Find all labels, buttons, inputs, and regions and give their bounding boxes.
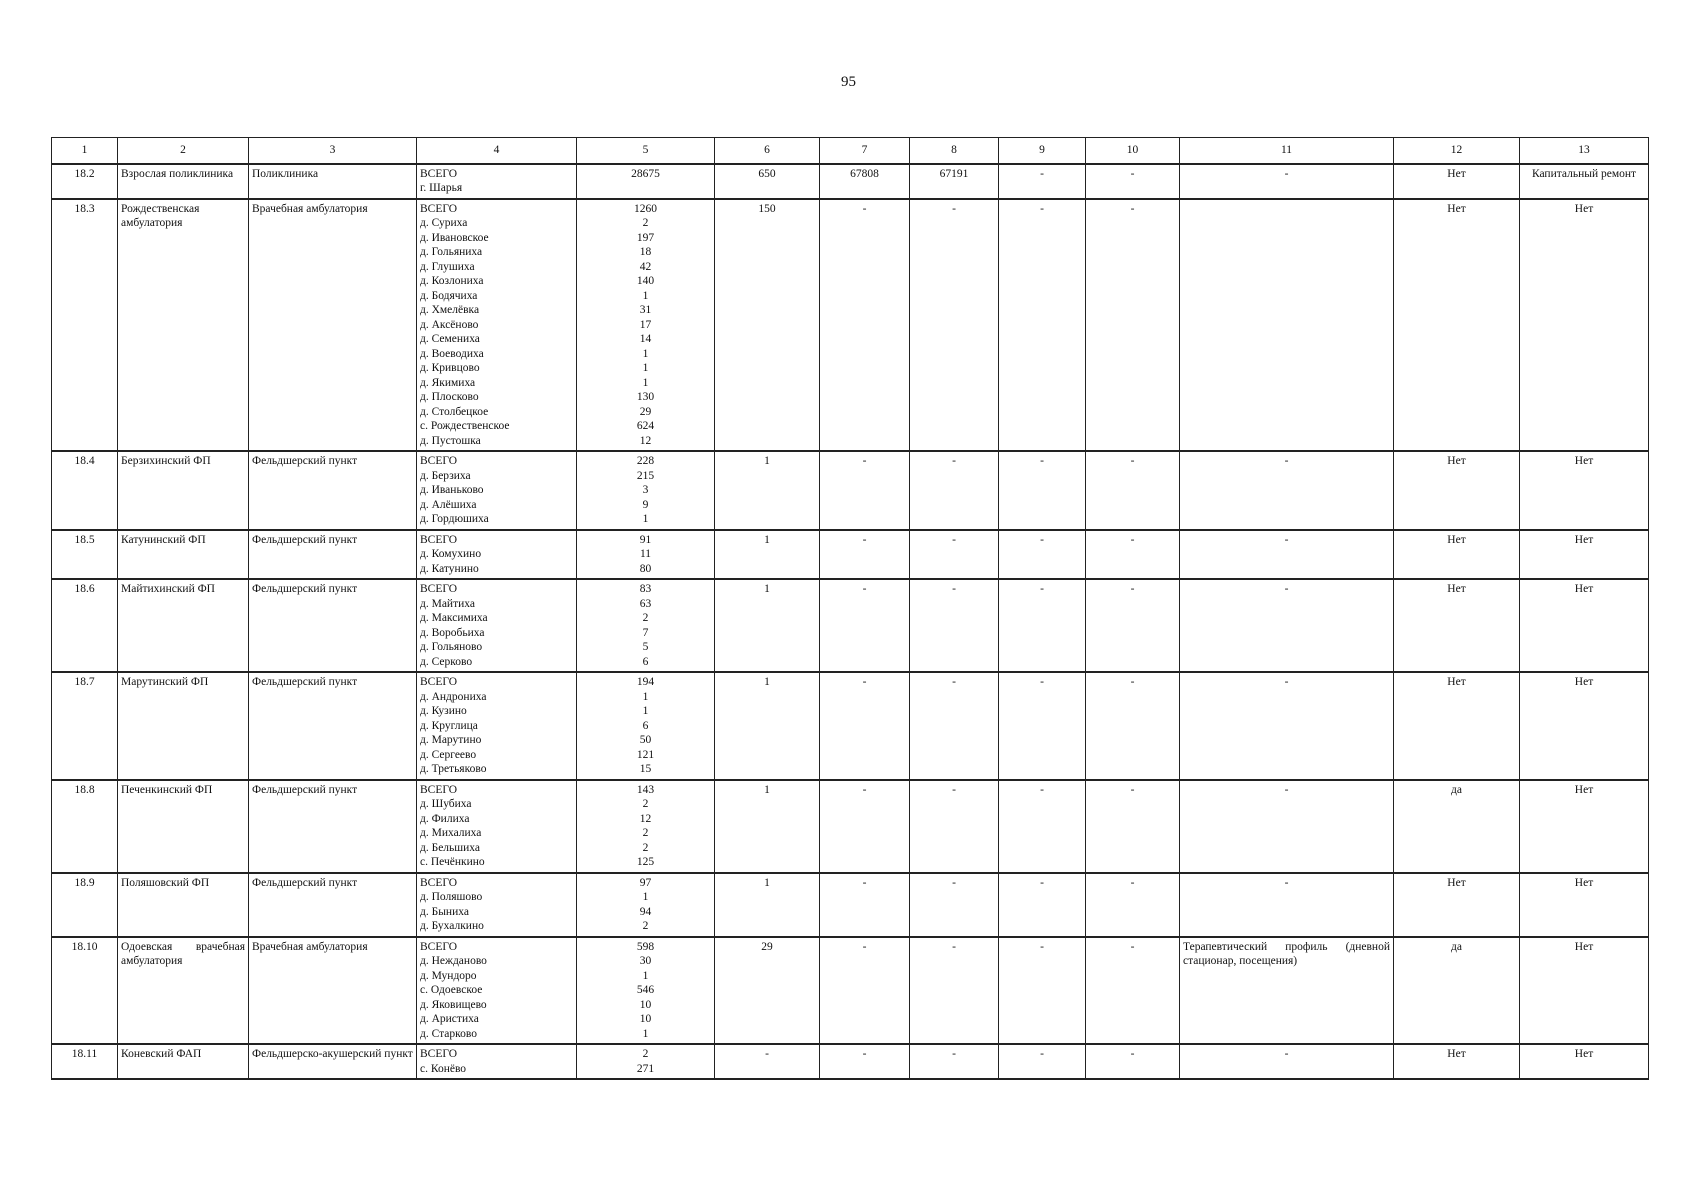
- column-10-value: -: [1086, 873, 1180, 937]
- column-11-value: -: [1180, 1044, 1394, 1079]
- column-header-5: 5: [577, 138, 715, 164]
- population-list-line: 215: [636, 469, 655, 482]
- column-12-value: Нет: [1394, 672, 1520, 780]
- settlement-list-line: д. Круглица: [420, 719, 478, 732]
- column-12-value: Нет: [1394, 199, 1520, 452]
- column-13-value: Нет: [1520, 530, 1649, 580]
- population-list-line: 91: [639, 533, 652, 546]
- population-list-line: 1: [642, 362, 649, 374]
- facility-type: Фельдшерский пункт: [249, 780, 417, 873]
- population-list-line: 12: [639, 434, 652, 447]
- settlement-list-line: д. Алёшиха: [420, 498, 477, 511]
- settlement-list-line: г. Шарья: [420, 182, 463, 194]
- column-11-value: [1180, 199, 1394, 452]
- column-header-3: 3: [249, 138, 417, 164]
- settlement-list-line: д. Бодячиха: [420, 289, 478, 302]
- settlement-list: [417, 672, 577, 780]
- column-6-value: 1: [715, 873, 820, 937]
- settlement-list-line: д. Марутино: [420, 734, 482, 746]
- column-9-value: -: [999, 530, 1086, 580]
- population-list-line: 63: [639, 597, 652, 610]
- population-list-line: 546: [636, 984, 655, 996]
- row-number: 18.5: [52, 530, 118, 580]
- row-number: 18.3: [52, 199, 118, 452]
- table-row: [52, 530, 1649, 580]
- population-list-line: 31: [639, 304, 652, 316]
- population-list-line: 271: [636, 1062, 655, 1075]
- population-list-line: 1260: [634, 202, 657, 215]
- settlement-list-line: д. Воеводиха: [420, 347, 484, 360]
- column-10-value: -: [1086, 579, 1180, 672]
- column-13-value: Капитальный ремонт: [1520, 164, 1649, 199]
- column-13-value: Нет: [1520, 199, 1649, 452]
- column-10-value: -: [1086, 780, 1180, 873]
- settlement-list-line: ВСЕГО: [420, 455, 458, 467]
- settlement-list-line: д. Козлониха: [420, 275, 484, 287]
- table-header: [52, 138, 1649, 164]
- settlement-list-line: д. Гольяниха: [420, 246, 483, 258]
- population-list-line: 50: [639, 734, 652, 746]
- settlement-list-line: д. Михалиха: [420, 827, 482, 839]
- column-8-value: -: [910, 937, 999, 1045]
- column-9-value: -: [999, 937, 1086, 1045]
- settlement-list-line: с. Печёнкино: [420, 856, 485, 868]
- settlement-list-line: д. Максимиха: [420, 612, 488, 624]
- column-6-value: 1: [715, 579, 820, 672]
- column-9-value: -: [999, 672, 1086, 780]
- population-list-line: 121: [636, 748, 655, 761]
- column-header-4: 4: [417, 138, 577, 164]
- population-list-line: 228: [636, 455, 655, 467]
- population-list-line: 1: [642, 969, 649, 982]
- facility-name: Взрослая поликлиника: [118, 164, 249, 199]
- column-header-1: 1: [52, 138, 118, 164]
- settlement-list-line: д. Катунино: [420, 562, 479, 575]
- population-list-line: 42: [639, 260, 652, 273]
- column-8-value: -: [910, 873, 999, 937]
- column-8-value: 67191: [910, 164, 999, 199]
- column-8-value: -: [910, 530, 999, 580]
- column-9-value: -: [999, 199, 1086, 452]
- column-6-value: 650: [715, 164, 820, 199]
- column-11-value: -: [1180, 579, 1394, 672]
- settlement-list-line: д. Аксёново: [420, 318, 479, 331]
- column-13-value: Нет: [1520, 873, 1649, 937]
- column-13-value: Нет: [1520, 937, 1649, 1045]
- table-row: [52, 579, 1649, 672]
- population-list-line: 11: [639, 548, 652, 560]
- settlement-list-line: д. Плосково: [420, 391, 479, 403]
- settlement-list-line: д. Гольяново: [420, 641, 483, 653]
- column-7-value: 67808: [820, 164, 910, 199]
- population-list-line: 2: [642, 1048, 649, 1060]
- settlement-list-line: д. Якимиха: [420, 376, 476, 389]
- column-12-value: Нет: [1394, 451, 1520, 530]
- column-11-value: -: [1180, 672, 1394, 780]
- column-12-value: Нет: [1394, 579, 1520, 672]
- column-10-value: -: [1086, 451, 1180, 530]
- column-11-value: -: [1180, 530, 1394, 580]
- population-list-line: 143: [636, 783, 655, 796]
- column-13-value: Нет: [1520, 780, 1649, 873]
- column-12-value: да: [1394, 780, 1520, 873]
- column-6-value: 150: [715, 199, 820, 452]
- settlement-list-line: ВСЕГО: [420, 940, 458, 953]
- column-9-value: -: [999, 873, 1086, 937]
- row-number: 18.8: [52, 780, 118, 873]
- settlement-list: [417, 199, 577, 452]
- population-list-line: 12: [639, 812, 652, 825]
- row-number: 18.10: [52, 937, 118, 1045]
- column-8-value: -: [910, 579, 999, 672]
- population-list-line: 2: [642, 217, 649, 229]
- facility-type: Врачебная амбулатория: [249, 937, 417, 1045]
- settlement-list-line: д. Андрониха: [420, 690, 487, 703]
- settlement-list: [417, 579, 577, 672]
- column-header-12: 12: [1394, 138, 1520, 164]
- facility-name: Коневский ФАП: [118, 1044, 249, 1079]
- population-list-line: 97: [639, 876, 652, 889]
- population-list-line: 30: [639, 955, 652, 967]
- table-row: [52, 937, 1649, 1045]
- settlement-list-line: ВСЕГО: [420, 676, 458, 688]
- column-10-value: -: [1086, 199, 1180, 452]
- column-8-value: -: [910, 1044, 999, 1079]
- settlement-list-line: с. Конёво: [420, 1062, 467, 1075]
- column-8-value: -: [910, 672, 999, 780]
- settlement-list-line: д. Серково: [420, 655, 473, 668]
- population-list-line: 80: [639, 562, 652, 575]
- row-number: 18.7: [52, 672, 118, 780]
- facility-type: Фельдшерский пункт: [249, 530, 417, 580]
- settlement-list-line: ВСЕГО: [420, 583, 458, 595]
- settlement-list-line: д. Хмелёвка: [420, 304, 480, 316]
- facility-name: Рождественская амбулатория: [118, 199, 249, 452]
- settlement-list-line: ВСЕГО: [420, 876, 458, 889]
- population-list-line: 2: [642, 827, 649, 839]
- settlement-list-line: д. Аристиха: [420, 1013, 479, 1025]
- population-list-line: 2: [642, 841, 649, 854]
- column-9-value: -: [999, 1044, 1086, 1079]
- population-list-line: 7: [642, 626, 649, 639]
- settlement-list-line: д. Третьяково: [420, 763, 487, 775]
- population-list-line: 1: [642, 289, 649, 302]
- column-12-value: Нет: [1394, 530, 1520, 580]
- column-6-value: 1: [715, 672, 820, 780]
- column-6-value: 1: [715, 780, 820, 873]
- column-9-value: -: [999, 164, 1086, 199]
- settlement-list-line: д. Семениха: [420, 333, 480, 345]
- settlement-list: [417, 873, 577, 937]
- column-10-value: -: [1086, 1044, 1180, 1079]
- population-list-line: 28675: [631, 167, 660, 180]
- settlement-list-line: д. Сергеево: [420, 748, 477, 761]
- population-list-line: 2: [642, 920, 649, 932]
- facility-type: Врачебная амбулатория: [249, 199, 417, 452]
- settlement-list-line: д. Бухалкино: [420, 920, 484, 932]
- settlement-list-line: д. Быниха: [420, 905, 469, 918]
- population-list-line: 194: [636, 676, 655, 688]
- population-list-line: 1: [642, 347, 649, 360]
- column-header-2: 2: [118, 138, 249, 164]
- settlement-list: [417, 451, 577, 530]
- population-list-line: 9: [642, 498, 649, 511]
- population-list-line: 1: [642, 705, 649, 717]
- population-list: [577, 672, 715, 780]
- population-list: [577, 873, 715, 937]
- population-list-line: 2: [642, 798, 649, 810]
- population-list-line: 29: [639, 405, 652, 418]
- table-row: [52, 672, 1649, 780]
- population-list-line: 15: [639, 763, 652, 775]
- column-7-value: -: [820, 672, 910, 780]
- facility-type: Фельдшерский пункт: [249, 451, 417, 530]
- settlement-list-line: ВСЕГО: [420, 202, 458, 215]
- settlement-list: [417, 530, 577, 580]
- column-13-value: Нет: [1520, 451, 1649, 530]
- column-7-value: -: [820, 579, 910, 672]
- settlement-list-line: ВСЕГО: [420, 783, 458, 796]
- column-header-9: 9: [999, 138, 1086, 164]
- settlement-list-line: д. Кривцово: [420, 362, 480, 374]
- header-row: [52, 138, 1649, 164]
- population-list-line: 94: [639, 905, 652, 918]
- column-header-10: 10: [1086, 138, 1180, 164]
- population-list-line: 18: [639, 246, 652, 258]
- population-list-line: 125: [636, 856, 655, 868]
- population-list-line: 10: [639, 998, 652, 1011]
- table-row: [52, 1044, 1649, 1079]
- facility-type: Фельдшерский пункт: [249, 873, 417, 937]
- settlement-list-line: д. Шубиха: [420, 798, 472, 810]
- column-8-value: -: [910, 451, 999, 530]
- population-list-line: 17: [639, 318, 652, 331]
- column-11-value: -: [1180, 451, 1394, 530]
- population-list-line: 10: [639, 1013, 652, 1025]
- column-11-value: -: [1180, 164, 1394, 199]
- population-list: [577, 579, 715, 672]
- population-list-line: 624: [636, 420, 655, 432]
- column-11-value: Терапевтический профиль (дневной стационар, посещения): [1180, 937, 1394, 1045]
- column-13-value: Нет: [1520, 1044, 1649, 1079]
- facility-type: Фельдшерский пункт: [249, 672, 417, 780]
- column-9-value: -: [999, 451, 1086, 530]
- column-9-value: -: [999, 780, 1086, 873]
- facility-name: Майтихинский ФП: [118, 579, 249, 672]
- population-list-line: 1: [642, 690, 649, 703]
- population-list-line: 1: [642, 513, 649, 525]
- facility-name: Марутинский ФП: [118, 672, 249, 780]
- settlement-list-line: д. Кузино: [420, 705, 467, 717]
- settlement-list-line: д. Иваньково: [420, 484, 484, 496]
- column-11-value: -: [1180, 873, 1394, 937]
- column-8-value: -: [910, 780, 999, 873]
- facilities-table: [51, 137, 1649, 1080]
- settlement-list: [417, 164, 577, 199]
- settlement-list-line: с. Одоевское: [420, 984, 483, 996]
- row-number: 18.9: [52, 873, 118, 937]
- facility-name: Берзихинский ФП: [118, 451, 249, 530]
- settlement-list-line: д. Майтиха: [420, 597, 475, 610]
- table-row: [52, 199, 1649, 452]
- column-10-value: -: [1086, 164, 1180, 199]
- population-list: [577, 1044, 715, 1079]
- column-header-6: 6: [715, 138, 820, 164]
- population-list-line: 5: [642, 641, 649, 653]
- population-list-line: 1: [642, 891, 649, 903]
- population-list-line: 2: [642, 612, 649, 624]
- population-list: [577, 164, 715, 199]
- column-header-11: 11: [1180, 138, 1394, 164]
- column-7-value: -: [820, 1044, 910, 1079]
- population-list-line: 1: [642, 1027, 649, 1040]
- population-list: [577, 199, 715, 452]
- settlement-list-line: д. Пустошка: [420, 434, 481, 447]
- settlement-list-line: д. Старково: [420, 1027, 477, 1040]
- column-13-value: Нет: [1520, 579, 1649, 672]
- column-10-value: -: [1086, 672, 1180, 780]
- table-row: [52, 780, 1649, 873]
- column-7-value: -: [820, 937, 910, 1045]
- settlement-list-line: ВСЕГО: [420, 167, 458, 180]
- settlement-list-line: д. Суриха: [420, 217, 468, 229]
- column-7-value: -: [820, 780, 910, 873]
- population-list-line: 6: [642, 719, 649, 732]
- table-row: [52, 451, 1649, 530]
- settlement-list-line: д. Гордюшиха: [420, 513, 489, 525]
- population-list-line: 140: [636, 275, 655, 287]
- column-header-13: 13: [1520, 138, 1649, 164]
- column-10-value: -: [1086, 530, 1180, 580]
- column-12-value: Нет: [1394, 164, 1520, 199]
- column-9-value: -: [999, 579, 1086, 672]
- column-7-value: -: [820, 873, 910, 937]
- settlement-list-line: с. Рождественское: [420, 420, 510, 432]
- population-list: [577, 530, 715, 580]
- facility-name: Одоевская врачебная амбулатория: [118, 937, 249, 1045]
- column-7-value: -: [820, 451, 910, 530]
- facility-type: Фельдшерско-акушерский пункт: [249, 1044, 417, 1079]
- population-list: [577, 937, 715, 1045]
- column-8-value: -: [910, 199, 999, 452]
- table-row: [52, 164, 1649, 199]
- settlement-list-line: д. Филиха: [420, 812, 470, 825]
- population-list-line: 1: [642, 376, 649, 389]
- settlement-list-line: ВСЕГО: [420, 533, 458, 546]
- population-list-line: 197: [636, 231, 655, 244]
- column-6-value: 1: [715, 451, 820, 530]
- population-list-line: 14: [639, 333, 652, 345]
- settlement-list: [417, 1044, 577, 1079]
- population-list-line: 3: [642, 484, 649, 496]
- column-7-value: -: [820, 530, 910, 580]
- table-row: [52, 873, 1649, 937]
- settlement-list-line: д. Берзиха: [420, 469, 471, 482]
- settlement-list-line: д. Бельшиха: [420, 841, 481, 854]
- column-header-7: 7: [820, 138, 910, 164]
- column-6-value: 29: [715, 937, 820, 1045]
- page-number: 95: [841, 74, 856, 90]
- row-number: 18.11: [52, 1044, 118, 1079]
- facility-name: Печенкинский ФП: [118, 780, 249, 873]
- row-number: 18.4: [52, 451, 118, 530]
- settlement-list-line: д. Яковищево: [420, 998, 487, 1011]
- settlement-list: [417, 937, 577, 1045]
- population-list-line: 598: [636, 940, 655, 953]
- column-6-value: 1: [715, 530, 820, 580]
- settlement-list-line: д. Поляшово: [420, 891, 483, 903]
- settlement-list-line: д. Столбецкое: [420, 405, 489, 418]
- settlement-list-line: ВСЕГО: [420, 1048, 458, 1060]
- table-body: [52, 164, 1649, 1080]
- settlement-list-line: д. Глушиха: [420, 260, 475, 273]
- settlement-list-line: д. Воробьиха: [420, 626, 485, 639]
- population-list: [577, 780, 715, 873]
- column-12-value: да: [1394, 937, 1520, 1045]
- settlement-list-line: д. Комухино: [420, 548, 482, 560]
- settlement-list-line: д. Ивановское: [420, 231, 489, 244]
- column-11-value: -: [1180, 780, 1394, 873]
- column-6-value: -: [715, 1044, 820, 1079]
- population-list: [577, 451, 715, 530]
- row-number: 18.2: [52, 164, 118, 199]
- row-number: 18.6: [52, 579, 118, 672]
- facility-name: Катунинский ФП: [118, 530, 249, 580]
- facility-type: Поликлиника: [249, 164, 417, 199]
- population-list-line: 83: [639, 583, 652, 595]
- settlement-list-line: д. Нежданово: [420, 955, 487, 967]
- column-7-value: -: [820, 199, 910, 452]
- column-12-value: Нет: [1394, 873, 1520, 937]
- settlement-list-line: д. Мундоро: [420, 969, 477, 982]
- facility-name: Поляшовский ФП: [118, 873, 249, 937]
- settlement-list: [417, 780, 577, 873]
- column-header-8: 8: [910, 138, 999, 164]
- column-12-value: Нет: [1394, 1044, 1520, 1079]
- population-list-line: 130: [636, 391, 655, 403]
- population-list-line: 6: [642, 655, 649, 668]
- facility-type: Фельдшерский пункт: [249, 579, 417, 672]
- column-10-value: -: [1086, 937, 1180, 1045]
- column-13-value: Нет: [1520, 672, 1649, 780]
